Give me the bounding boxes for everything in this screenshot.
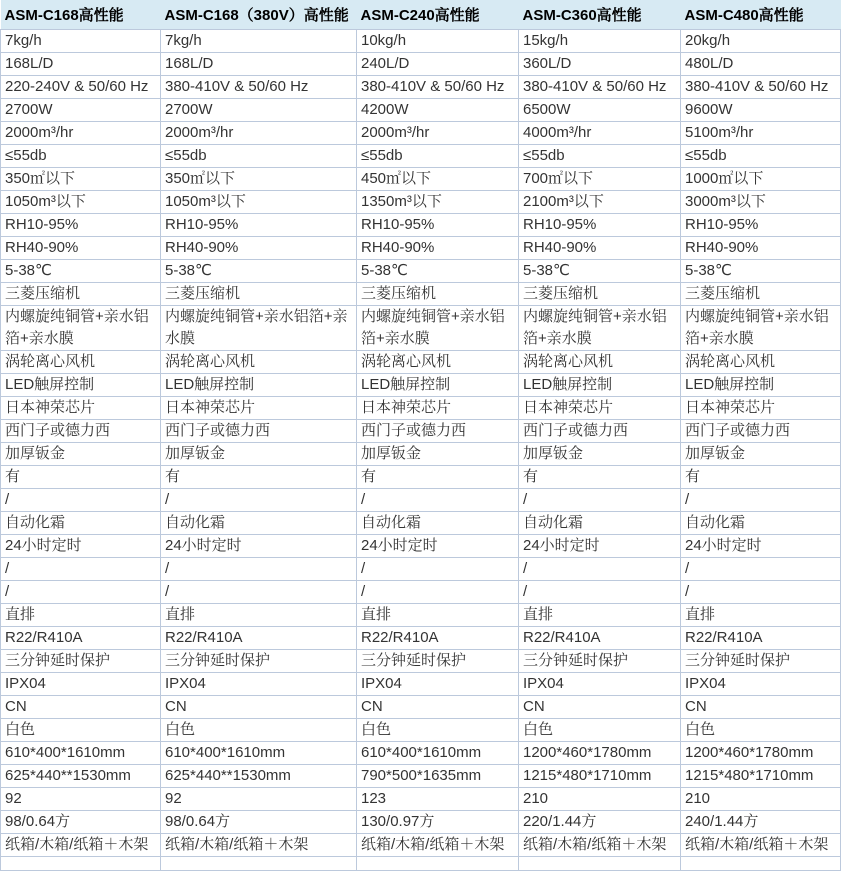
table-cell: 内螺旋纯铜管+亲水铝箔+亲水膜 <box>357 305 519 350</box>
table-row <box>1 98 841 121</box>
table-cell: 日本神荣芯片 <box>357 396 519 419</box>
table-row <box>1 787 841 810</box>
table-cell: CN <box>357 695 519 718</box>
table-cell: LED触屏控制 <box>1 373 161 396</box>
table-cell: R22/R410A <box>681 626 841 649</box>
table-cell: 380-410V & 50/60 Hz <box>681 75 841 98</box>
table-row <box>1 764 841 787</box>
table-cell: / <box>161 557 357 580</box>
table-cell: 1050m³以下 <box>1 190 161 213</box>
table-cell: 西门子或德力西 <box>519 419 681 442</box>
table-cell-empty <box>1 856 161 870</box>
table-cell: LED触屏控制 <box>161 373 357 396</box>
table-cell: 涡轮离心风机 <box>681 350 841 373</box>
table-cell: 纸箱/木箱/纸箱＋木架 <box>161 833 357 856</box>
table-cell: 1000㎡以下 <box>681 167 841 190</box>
table-cell: 210 <box>681 787 841 810</box>
table-cell: 加厚钣金 <box>161 442 357 465</box>
table-cell: RH40-90% <box>519 236 681 259</box>
table-cell: 涡轮离心风机 <box>357 350 519 373</box>
table-cell: 纸箱/木箱/纸箱＋木架 <box>1 833 161 856</box>
table-cell: 625*440**1530mm <box>1 764 161 787</box>
table-cell: 15kg/h <box>519 29 681 52</box>
table-cell: 92 <box>1 787 161 810</box>
table-row <box>1 672 841 695</box>
table-cell: 有 <box>681 465 841 488</box>
table-cell: ≤55db <box>519 144 681 167</box>
table-cell-empty <box>681 856 841 870</box>
table-row <box>1 350 841 373</box>
table-cell: / <box>1 488 161 511</box>
table-cell: 加厚钣金 <box>357 442 519 465</box>
table-cell: 1215*480*1710mm <box>519 764 681 787</box>
table-cell: 4200W <box>357 98 519 121</box>
table-row <box>1 626 841 649</box>
table-cell: R22/R410A <box>1 626 161 649</box>
table-cell: 直排 <box>519 603 681 626</box>
table-cell: RH10-95% <box>681 213 841 236</box>
table-cell: 自动化霜 <box>519 511 681 534</box>
table-cell: 350㎡以下 <box>1 167 161 190</box>
table-row <box>1 718 841 741</box>
table-cell: 自动化霜 <box>681 511 841 534</box>
column-header: ASM-C360高性能 <box>519 0 681 29</box>
table-cell: 4000m³/hr <box>519 121 681 144</box>
table-cell: 日本神荣芯片 <box>1 396 161 419</box>
table-cell: 有 <box>161 465 357 488</box>
table-cell: 涡轮离心风机 <box>1 350 161 373</box>
table-row <box>1 741 841 764</box>
table-cell: 西门子或德力西 <box>161 419 357 442</box>
table-cell: / <box>519 488 681 511</box>
table-cell: R22/R410A <box>519 626 681 649</box>
table-row <box>1 52 841 75</box>
table-cell: 700㎡以下 <box>519 167 681 190</box>
table-cell: 5-38℃ <box>161 259 357 282</box>
table-cell: IPX04 <box>519 672 681 695</box>
table-cell: 纸箱/木箱/纸箱＋木架 <box>357 833 519 856</box>
table-cell: LED触屏控制 <box>681 373 841 396</box>
table-cell: 日本神荣芯片 <box>681 396 841 419</box>
table-cell: 西门子或德力西 <box>357 419 519 442</box>
table-cell: R22/R410A <box>161 626 357 649</box>
table-cell: RH40-90% <box>681 236 841 259</box>
table-cell: 三菱压缩机 <box>1 282 161 305</box>
table-cell: ≤55db <box>161 144 357 167</box>
table-cell: 内螺旋纯铜管+亲水铝箔+亲水膜 <box>681 305 841 350</box>
table-row <box>1 511 841 534</box>
table-row <box>1 695 841 718</box>
table-cell: / <box>1 580 161 603</box>
table-cell: IPX04 <box>357 672 519 695</box>
table-cell: 1215*480*1710mm <box>681 764 841 787</box>
table-cell: / <box>357 580 519 603</box>
table-cell: RH40-90% <box>161 236 357 259</box>
table-row <box>1 190 841 213</box>
table-cell: 2100m³以下 <box>519 190 681 213</box>
table-cell: 3000m³以下 <box>681 190 841 213</box>
table-cell: 2700W <box>1 98 161 121</box>
table-cell: / <box>681 580 841 603</box>
table-cell: RH10-95% <box>519 213 681 236</box>
table-cell: ≤55db <box>357 144 519 167</box>
table-cell: 625*440**1530mm <box>161 764 357 787</box>
table-cell: 三菱压缩机 <box>161 282 357 305</box>
table-cell: 92 <box>161 787 357 810</box>
table-row <box>1 465 841 488</box>
table-cell: 610*400*1610mm <box>161 741 357 764</box>
table-row <box>1 373 841 396</box>
table-row <box>1 419 841 442</box>
table-cell: R22/R410A <box>357 626 519 649</box>
table-cell: 自动化霜 <box>1 511 161 534</box>
table-cell: 240/1.44方 <box>681 810 841 833</box>
table-cell: / <box>357 557 519 580</box>
table-cell: 6500W <box>519 98 681 121</box>
table-cell: 西门子或德力西 <box>1 419 161 442</box>
table-cell: 350㎡以下 <box>161 167 357 190</box>
table-cell: 24小时定时 <box>1 534 161 557</box>
table-cell: 2000m³/hr <box>161 121 357 144</box>
column-header: ASM-C168（380V）高性能 <box>161 0 357 29</box>
table-cell: 三分钟延时保护 <box>519 649 681 672</box>
table-cell: 610*400*1610mm <box>357 741 519 764</box>
table-cell: 白色 <box>357 718 519 741</box>
table-cell: 480L/D <box>681 52 841 75</box>
table-cell: 380-410V & 50/60 Hz <box>161 75 357 98</box>
table-cell: 三分钟延时保护 <box>1 649 161 672</box>
column-header: ASM-C480高性能 <box>681 0 841 29</box>
table-cell: / <box>357 488 519 511</box>
table-cell: 西门子或德力西 <box>681 419 841 442</box>
table-row <box>1 649 841 672</box>
table-cell: 内螺旋纯铜管+亲水铝箔+亲水膜 <box>161 305 357 350</box>
table-cell: 1350m³以下 <box>357 190 519 213</box>
table-cell: 24小时定时 <box>519 534 681 557</box>
table-row <box>1 810 841 833</box>
table-cell: 涡轮离心风机 <box>161 350 357 373</box>
table-cell: / <box>681 557 841 580</box>
table-row <box>1 259 841 282</box>
table-row <box>1 144 841 167</box>
table-cell: IPX04 <box>1 672 161 695</box>
table-cell-empty <box>357 856 519 870</box>
table-cell: / <box>1 557 161 580</box>
table-cell: 210 <box>519 787 681 810</box>
table-cell: 自动化霜 <box>357 511 519 534</box>
table-cell: 130/0.97方 <box>357 810 519 833</box>
table-cell: 168L/D <box>1 52 161 75</box>
table-row <box>1 305 841 350</box>
table-cell: IPX04 <box>161 672 357 695</box>
table-cell: ≤55db <box>1 144 161 167</box>
table-cell: / <box>161 580 357 603</box>
spec-table-head <box>1 0 841 29</box>
table-cell: 内螺旋纯铜管+亲水铝箔+亲水膜 <box>519 305 681 350</box>
table-cell: 220-240V & 50/60 Hz <box>1 75 161 98</box>
table-cell: 三分钟延时保护 <box>681 649 841 672</box>
table-cell: 168L/D <box>161 52 357 75</box>
table-cell: RH10-95% <box>357 213 519 236</box>
table-row <box>1 167 841 190</box>
table-row <box>1 580 841 603</box>
table-cell: 白色 <box>1 718 161 741</box>
table-cell: 内螺旋纯铜管+亲水铝箔+亲水膜 <box>1 305 161 350</box>
table-cell: IPX04 <box>681 672 841 695</box>
table-cell: 2000m³/hr <box>357 121 519 144</box>
table-cell: RH40-90% <box>1 236 161 259</box>
table-cell: 380-410V & 50/60 Hz <box>519 75 681 98</box>
table-row <box>1 557 841 580</box>
table-cell: LED触屏控制 <box>357 373 519 396</box>
table-cell: 白色 <box>161 718 357 741</box>
table-cell: 1200*460*1780mm <box>681 741 841 764</box>
table-cell: 1050m³以下 <box>161 190 357 213</box>
table-cell: 5-38℃ <box>681 259 841 282</box>
table-cell: RH40-90% <box>357 236 519 259</box>
table-cell: 24小时定时 <box>357 534 519 557</box>
table-row <box>1 213 841 236</box>
table-cell: 日本神荣芯片 <box>519 396 681 419</box>
table-row <box>1 833 841 856</box>
table-cell: CN <box>519 695 681 718</box>
table-cell: 98/0.64方 <box>1 810 161 833</box>
table-cell: 9600W <box>681 98 841 121</box>
table-cell: 123 <box>357 787 519 810</box>
table-cell: 220/1.44方 <box>519 810 681 833</box>
table-cell: 610*400*1610mm <box>1 741 161 764</box>
table-cell: 5-38℃ <box>357 259 519 282</box>
table-cell: 2700W <box>161 98 357 121</box>
table-cell: 三菱压缩机 <box>357 282 519 305</box>
table-cell: 380-410V & 50/60 Hz <box>357 75 519 98</box>
table-cell: 三菱压缩机 <box>681 282 841 305</box>
table-row <box>1 534 841 557</box>
table-cell: 1200*460*1780mm <box>519 741 681 764</box>
table-cell: 纸箱/木箱/纸箱＋木架 <box>681 833 841 856</box>
table-row <box>1 75 841 98</box>
header-row <box>1 0 841 29</box>
table-cell: 加厚钣金 <box>1 442 161 465</box>
table-cell: CN <box>161 695 357 718</box>
table-cell: 有 <box>519 465 681 488</box>
table-cell: 直排 <box>681 603 841 626</box>
table-cell: RH10-95% <box>1 213 161 236</box>
table-cell: 直排 <box>161 603 357 626</box>
table-cell: 360L/D <box>519 52 681 75</box>
table-row <box>1 236 841 259</box>
table-cell: / <box>519 580 681 603</box>
table-cell: 纸箱/木箱/纸箱＋木架 <box>519 833 681 856</box>
table-cell: LED触屏控制 <box>519 373 681 396</box>
table-cell: 直排 <box>1 603 161 626</box>
table-cell: / <box>519 557 681 580</box>
table-cell: 三分钟延时保护 <box>161 649 357 672</box>
table-cell: 有 <box>1 465 161 488</box>
table-cell: 直排 <box>357 603 519 626</box>
table-cell: 20kg/h <box>681 29 841 52</box>
table-cell: 450㎡以下 <box>357 167 519 190</box>
table-cell: / <box>681 488 841 511</box>
table-cell-empty <box>161 856 357 870</box>
table-cell: 自动化霜 <box>161 511 357 534</box>
table-cell: 白色 <box>519 718 681 741</box>
table-cell: 10kg/h <box>357 29 519 52</box>
table-cell: 加厚钣金 <box>681 442 841 465</box>
table-row <box>1 396 841 419</box>
column-header: ASM-C168高性能 <box>1 0 161 29</box>
table-row <box>1 282 841 305</box>
table-cell: 240L/D <box>357 52 519 75</box>
table-row <box>1 29 841 52</box>
table-cell: 三菱压缩机 <box>519 282 681 305</box>
table-cell: / <box>161 488 357 511</box>
table-cell: 白色 <box>681 718 841 741</box>
table-row <box>1 603 841 626</box>
table-cell: 790*500*1635mm <box>357 764 519 787</box>
table-cell-empty <box>519 856 681 870</box>
table-cell: 2000m³/hr <box>1 121 161 144</box>
table-cell: 有 <box>357 465 519 488</box>
table-cell: CN <box>1 695 161 718</box>
table-cell: 7kg/h <box>161 29 357 52</box>
table-cell: 7kg/h <box>1 29 161 52</box>
table-cell: 涡轮离心风机 <box>519 350 681 373</box>
column-header: ASM-C240高性能 <box>357 0 519 29</box>
table-row-partial <box>1 856 841 870</box>
table-cell: 5100m³/hr <box>681 121 841 144</box>
table-cell: 98/0.64方 <box>161 810 357 833</box>
table-cell: 三分钟延时保护 <box>357 649 519 672</box>
spec-table-body <box>1 29 841 870</box>
table-cell: CN <box>681 695 841 718</box>
table-cell: 加厚钣金 <box>519 442 681 465</box>
table-cell: 5-38℃ <box>519 259 681 282</box>
table-cell: 24小时定时 <box>161 534 357 557</box>
table-cell: 日本神荣芯片 <box>161 396 357 419</box>
table-cell: 24小时定时 <box>681 534 841 557</box>
table-cell: ≤55db <box>681 144 841 167</box>
table-row <box>1 121 841 144</box>
table-cell: 5-38℃ <box>1 259 161 282</box>
table-row <box>1 488 841 511</box>
table-cell: RH10-95% <box>161 213 357 236</box>
table-row <box>1 442 841 465</box>
